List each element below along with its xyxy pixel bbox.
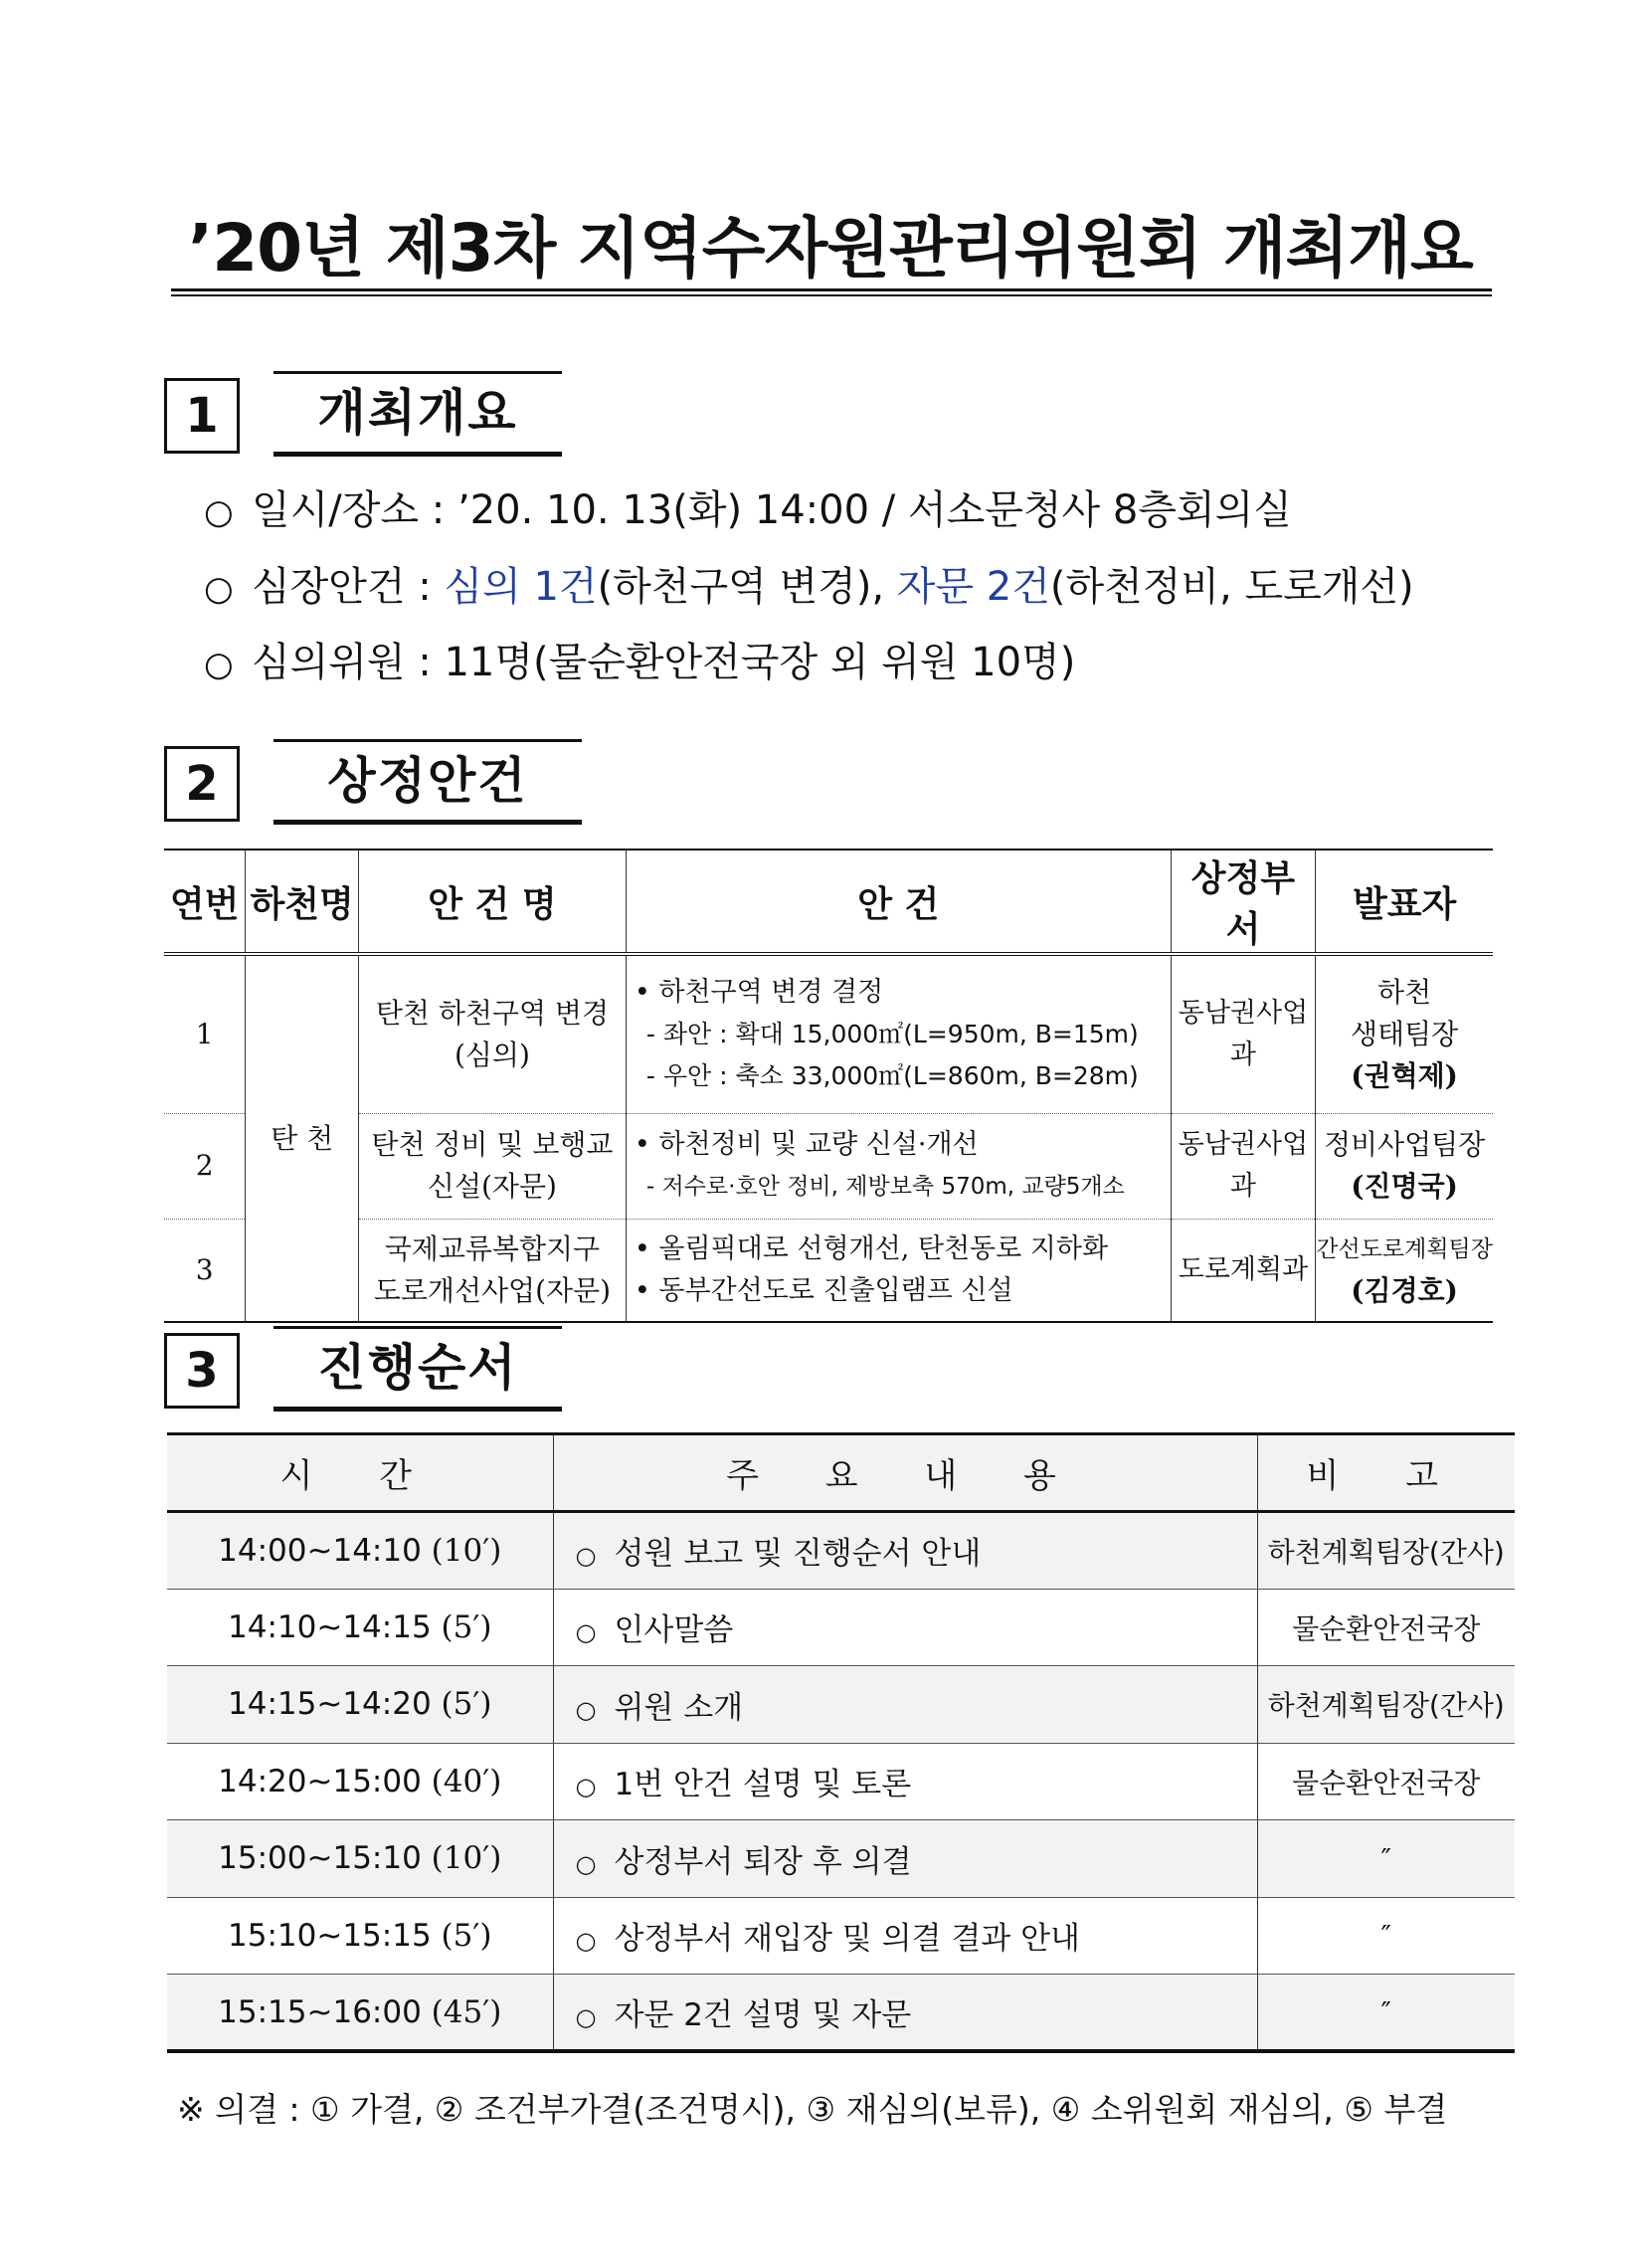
schedule-content: ○ 상정부서 퇴장 후 의결: [553, 1820, 1257, 1898]
bullet-circle: ○: [575, 1773, 597, 1801]
section-2-number: 2: [164, 746, 240, 822]
schedule-row: [167, 1897, 1515, 1975]
agenda-dept: 도로계획과: [1171, 1219, 1316, 1322]
schedule-content: ○ 1번 안건 설명 및 토론: [553, 1743, 1257, 1820]
river-name: 탄 천: [246, 954, 359, 1322]
schedule-content: ○ 자문 2건 설명 및 자문: [553, 1975, 1257, 2052]
agenda-presenter: 간선도로계획팀장 (김경호): [1316, 1219, 1493, 1322]
agenda-row: [164, 954, 1493, 1113]
schedule-note: ″: [1257, 1975, 1515, 2052]
agenda-presenter: 하천 생태팀장 (권혁제): [1316, 954, 1493, 1113]
schedule-header-row: [167, 1434, 1515, 1512]
bullet-circle: ○: [575, 1927, 597, 1956]
schedule-time: 15:10~15:15 (5′): [167, 1897, 553, 1975]
bullet-circle: ○: [204, 645, 234, 684]
section-1-number: 1: [164, 378, 240, 454]
col-header-item: 안 건: [626, 850, 1171, 954]
document-title: ’20년 제3차 지역수자원관리위원회 개최개요: [188, 210, 1473, 286]
agenda-name: 탄천 하천구역 변경 (심의): [358, 954, 626, 1113]
schedule-time: 14:10~14:15 (5′): [167, 1589, 553, 1666]
agenda-name: 탄천 정비 및 보행교 신설(자문): [358, 1113, 626, 1219]
schedule-note: ″: [1257, 1897, 1515, 1975]
overview-agenda: [204, 562, 1414, 614]
col-header-time: 시 간: [167, 1434, 553, 1512]
bullet-circle: ○: [204, 569, 234, 609]
schedule-time: 15:15~16:00 (45′): [167, 1975, 553, 2052]
agenda-advice-detail: (하천정비, 도로개선): [1049, 564, 1414, 610]
agenda-header-row: [164, 850, 1493, 954]
schedule-row: [167, 1743, 1515, 1820]
agenda-dept: 동남권사업과: [1171, 954, 1316, 1113]
datetime-label: 일시/장소 :: [252, 487, 457, 533]
schedule-row: [167, 1820, 1515, 1898]
agenda-detail: • 하천정비 및 교량 신설·개선 - 저수로·호안 정비, 제방보축 570m, 교량5개소: [626, 1113, 1171, 1219]
schedule-table: [167, 1432, 1515, 2053]
schedule-note: 물순환안전국장: [1257, 1743, 1515, 1820]
bullet-circle: ○: [575, 2003, 597, 2031]
title-underline-thin: [171, 294, 1492, 296]
section-3-number: 3: [164, 1333, 240, 1409]
col-header-item-name: 안 건 명: [358, 850, 626, 954]
schedule-row: [167, 1666, 1515, 1744]
agenda-no: 1: [164, 954, 246, 1113]
agenda-review-count: 심의 1건: [444, 564, 598, 610]
schedule-row: [167, 1512, 1515, 1590]
overview-members: [204, 638, 1075, 689]
bullet-circle: ○: [575, 1618, 597, 1647]
col-header-river: 하천명: [246, 850, 359, 954]
schedule-time: 15:00~15:10 (10′): [167, 1820, 553, 1898]
bullet-circle: ○: [575, 1849, 597, 1878]
col-header-dept: 상정부서: [1171, 850, 1316, 954]
agenda-row: [164, 1219, 1493, 1322]
schedule-row: [167, 1589, 1515, 1666]
section-3-title: 진행순서: [274, 1330, 562, 1410]
agenda-detail: • 올림픽대로 선형개선, 탄천동로 지하화 • 동부간선도로 진출입램프 신설: [626, 1219, 1171, 1322]
members-value: 11명(물순환안전국장 외 위원 10명): [444, 640, 1076, 685]
schedule-content: ○ 위원 소개: [553, 1666, 1257, 1744]
bullet-circle: ○: [575, 1695, 597, 1724]
schedule-time: 14:20~15:00 (40′): [167, 1743, 553, 1820]
agenda-row: [164, 1113, 1493, 1219]
title-underline: [171, 288, 1492, 291]
members-label: 심의위원 :: [252, 640, 445, 685]
agenda-name: 국제교류복합지구 도로개선사업(자문): [358, 1219, 626, 1322]
schedule-time: 14:00~14:10 (10′): [167, 1512, 553, 1590]
schedule-row: [167, 1975, 1515, 2052]
agenda-advice-count: 자문 2건: [896, 564, 1050, 610]
section-1-title: 개최개요: [274, 375, 562, 455]
schedule-note: ″: [1257, 1820, 1515, 1898]
col-header-content: 주 요 내 용: [553, 1434, 1257, 1512]
schedule-note: 하천계획팀장(간사): [1257, 1666, 1515, 1744]
decision-footnote: ※ 의결 : ① 가결, ② 조건부가결(조건명시), ③ 재심의(보류), ④ 소위원회 재심의, ⑤ 부결: [177, 2090, 1448, 2129]
schedule-content: ○ 인사말씀: [553, 1589, 1257, 1666]
schedule-content: ○ 성원 보고 및 진행순서 안내: [553, 1512, 1257, 1590]
datetime-value: ’20. 10. 13(화) 14:00 / 서소문청사 8층회의실: [456, 487, 1292, 533]
agenda-label: 심장안건 :: [252, 564, 445, 610]
bullet-circle: ○: [204, 492, 234, 532]
agenda-presenter: 정비사업팀장 (진명국): [1316, 1113, 1493, 1219]
agenda-dept: 동남권사업과: [1171, 1113, 1316, 1219]
agenda-no: 2: [164, 1113, 246, 1219]
col-header-presenter: 발표자: [1316, 850, 1493, 954]
section-2-title: 상정안건: [274, 743, 582, 823]
schedule-note: 물순환안전국장: [1257, 1589, 1515, 1666]
agenda-no: 3: [164, 1219, 246, 1322]
agenda-review-detail: (하천구역 변경),: [597, 564, 897, 610]
bullet-circle: ○: [575, 1542, 597, 1571]
schedule-note: 하천계획팀장(간사): [1257, 1512, 1515, 1590]
overview-datetime: [204, 485, 1292, 537]
col-header-note: 비 고: [1257, 1434, 1515, 1512]
schedule-content: ○ 상정부서 재입장 및 의결 결과 안내: [553, 1897, 1257, 1975]
schedule-time: 14:15~14:20 (5′): [167, 1666, 553, 1744]
agenda-detail: • 하천구역 변경 결정 - 좌안 : 확대 15,000㎡(L=950m, B=15m) - 우안 : 축소 33,000㎡(L=860m, B=28m): [626, 954, 1171, 1113]
col-header-no: 연번: [164, 850, 246, 954]
agenda-table: [164, 849, 1493, 1323]
